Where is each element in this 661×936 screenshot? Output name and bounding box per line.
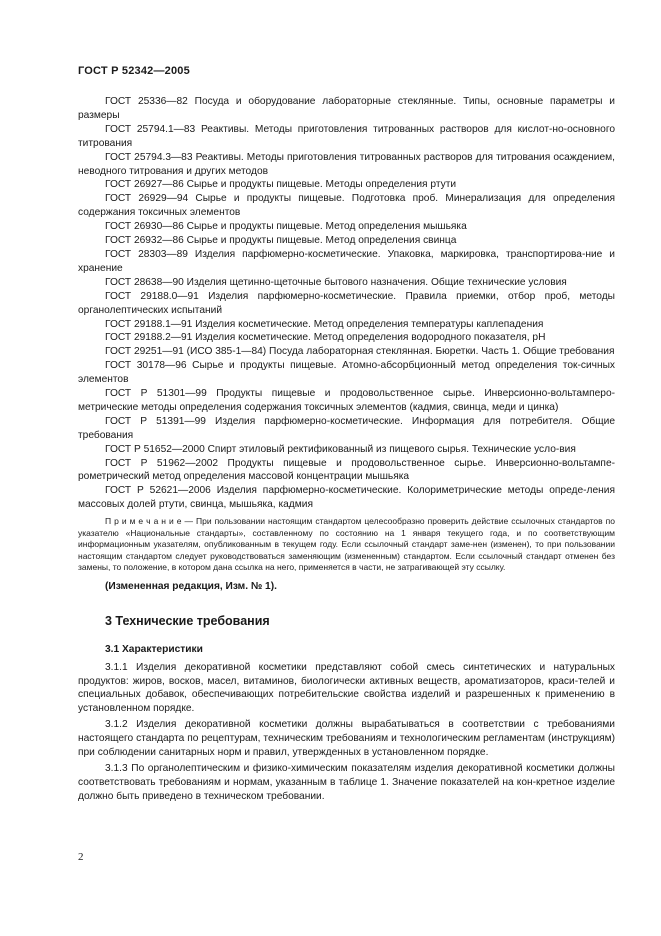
reference-item: ГОСТ 25794.1—83 Реактивы. Методы приготовления титрованных растворов для кислот-но-основного титрования [78, 123, 615, 149]
reference-item: ГОСТ Р 52621—2006 Изделия парфюмерно-косметические. Колориметрические методы опреде-ления массовых долей ртути, свинца, мышьяка, кадмия [78, 485, 615, 511]
reference-item: ГОСТ 25794.3—83 Реактивы. Методы приготовления титрованных растворов для титрования осаждением, неводного титрования и других методов [78, 151, 615, 177]
reference-item: ГОСТ 25336—82 Посуда и оборудование лабораторные стеклянные. Типы, основные параметры и размеры [78, 96, 615, 121]
reference-item: ГОСТ 29251—91 (ИСО 385-1—84) Посуда лабораторная стеклянная. Бюретки. Часть 1. Общие требования [105, 346, 615, 358]
normative-references [78, 95, 615, 512]
section-heading: 3 Технические требования [105, 613, 270, 628]
reference-item: ГОСТ 30178—96 Сырье и продукты пищевые. Атомно-абсорбционный метод определения ток-сичных элементов [78, 360, 615, 386]
reference-item: ГОСТ 26929—94 Сырье и продукты пищевые. Подготовка проб. Минерализация для определения содержания токсичных элементов [78, 193, 615, 219]
reference-item: ГОСТ 28303—89 Изделия парфюмерно-косметические. Упаковка, маркировка, транспортирова-ние и хранение [78, 248, 615, 274]
reference-item: ГОСТ Р 51652—2000 Спирт этиловый ректификованный из пищевого сырья. Технические усло-вия [105, 443, 576, 455]
reference-item: ГОСТ Р 51301—99 Продукты пищевые и продовольственное сырье. Инверсионно-вольтамперо-метрические методы определения содержания токсичных элементов (кадмия, свинца, меди и цинка) [78, 388, 615, 413]
clause-paragraph: 3.1.1 Изделия декоративной косметики представляют собой смесь синтетических и натуральных продуктов: жиров, восков, масел, витаминов, биологически активных веществ, ароматизаторов, краси-телей и специальных добавок, обеспечивающих потребительские свойства изделий и разрешенных к применению в установленном порядке. [78, 661, 615, 715]
running-header: ГОСТ Р 52342—2005 [78, 65, 190, 77]
reference-item: ГОСТ 29188.1—91 Изделия косметические. Метод определения температуры каплепадения [105, 318, 544, 330]
reference-item: ГОСТ Р 51962—2002 Продукты пищевые и продовольственное сырье. Инверсионно-вольтампе-рометрический метод определения массовой концентрации мышьяка [78, 457, 615, 483]
document-body [78, 95, 615, 804]
clause-paragraph: 3.1.2 Изделия декоративной косметики должны вырабатываться в соответствии с требованиями настоящего стандарта по рецептурам, техническим требованиям и технологическим регламентам (инструкциям) при соблюдении санитарных норм и правил, утвержденных в установленном порядке. [78, 719, 615, 759]
clause-paragraph: 3.1.3 По органолептическим и физико-химическим показателям изделия декоративной косметики должны соответствовать требованиям и нормам, указанным в таблице 1. Значение показателей на кон-кретное изделие должно быть приведено в техническом требовании. [78, 762, 615, 802]
reference-item: ГОСТ 26927—86 Сырье и продукты пищевые. Методы определения ртути [105, 179, 457, 191]
reference-item: ГОСТ 26930—86 Сырье и продукты пищевые. Метод определения мышьяка [105, 221, 467, 233]
subsection-heading: 3.1 Характеристики [105, 643, 203, 655]
page-number: 2 [78, 851, 84, 863]
reference-item: ГОСТ 29188.0—91 Изделия парфюмерно-косметические. Правила приемки, отбор проб, методы органолептических испытаний [78, 290, 615, 316]
amendment-mark: (Измененная редакция, Изм. № 1). [105, 580, 277, 592]
reference-item: ГОСТ 26932—86 Сырье и продукты пищевые. Метод определения свинца [105, 235, 457, 247]
reference-item: ГОСТ Р 51391—99 Изделия парфюмерно-косметические. Информация для потребителя. Общие требования [78, 415, 615, 441]
references-note: П р и м е ч а н и е — При пользовании настоящим стандартом целесообразно проверить действие ссылочных стандартов по указателю «Национальные стандарты», составленному по состоянию на 1 января текущего года, и по соответствующим информационным указателям, опубликованным в текущем году. Если ссылочный стандарт заме-нен (изменен), то при пользовании настоящим стандартом следует руководствоваться заменяющим (измененным) стандартом. Если ссылочный стандарт отменен без замены, то положение, в котором дана ссылка на него, применяется в части, не затрагивающей эту ссылку. [78, 516, 615, 573]
reference-item: ГОСТ 28638—90 Изделия щетинно-щеточные бытового назначения. Общие технические условия [105, 276, 567, 288]
reference-item: ГОСТ 29188.2—91 Изделия косметические. Метод определения водородного показателя, pH [105, 332, 546, 344]
